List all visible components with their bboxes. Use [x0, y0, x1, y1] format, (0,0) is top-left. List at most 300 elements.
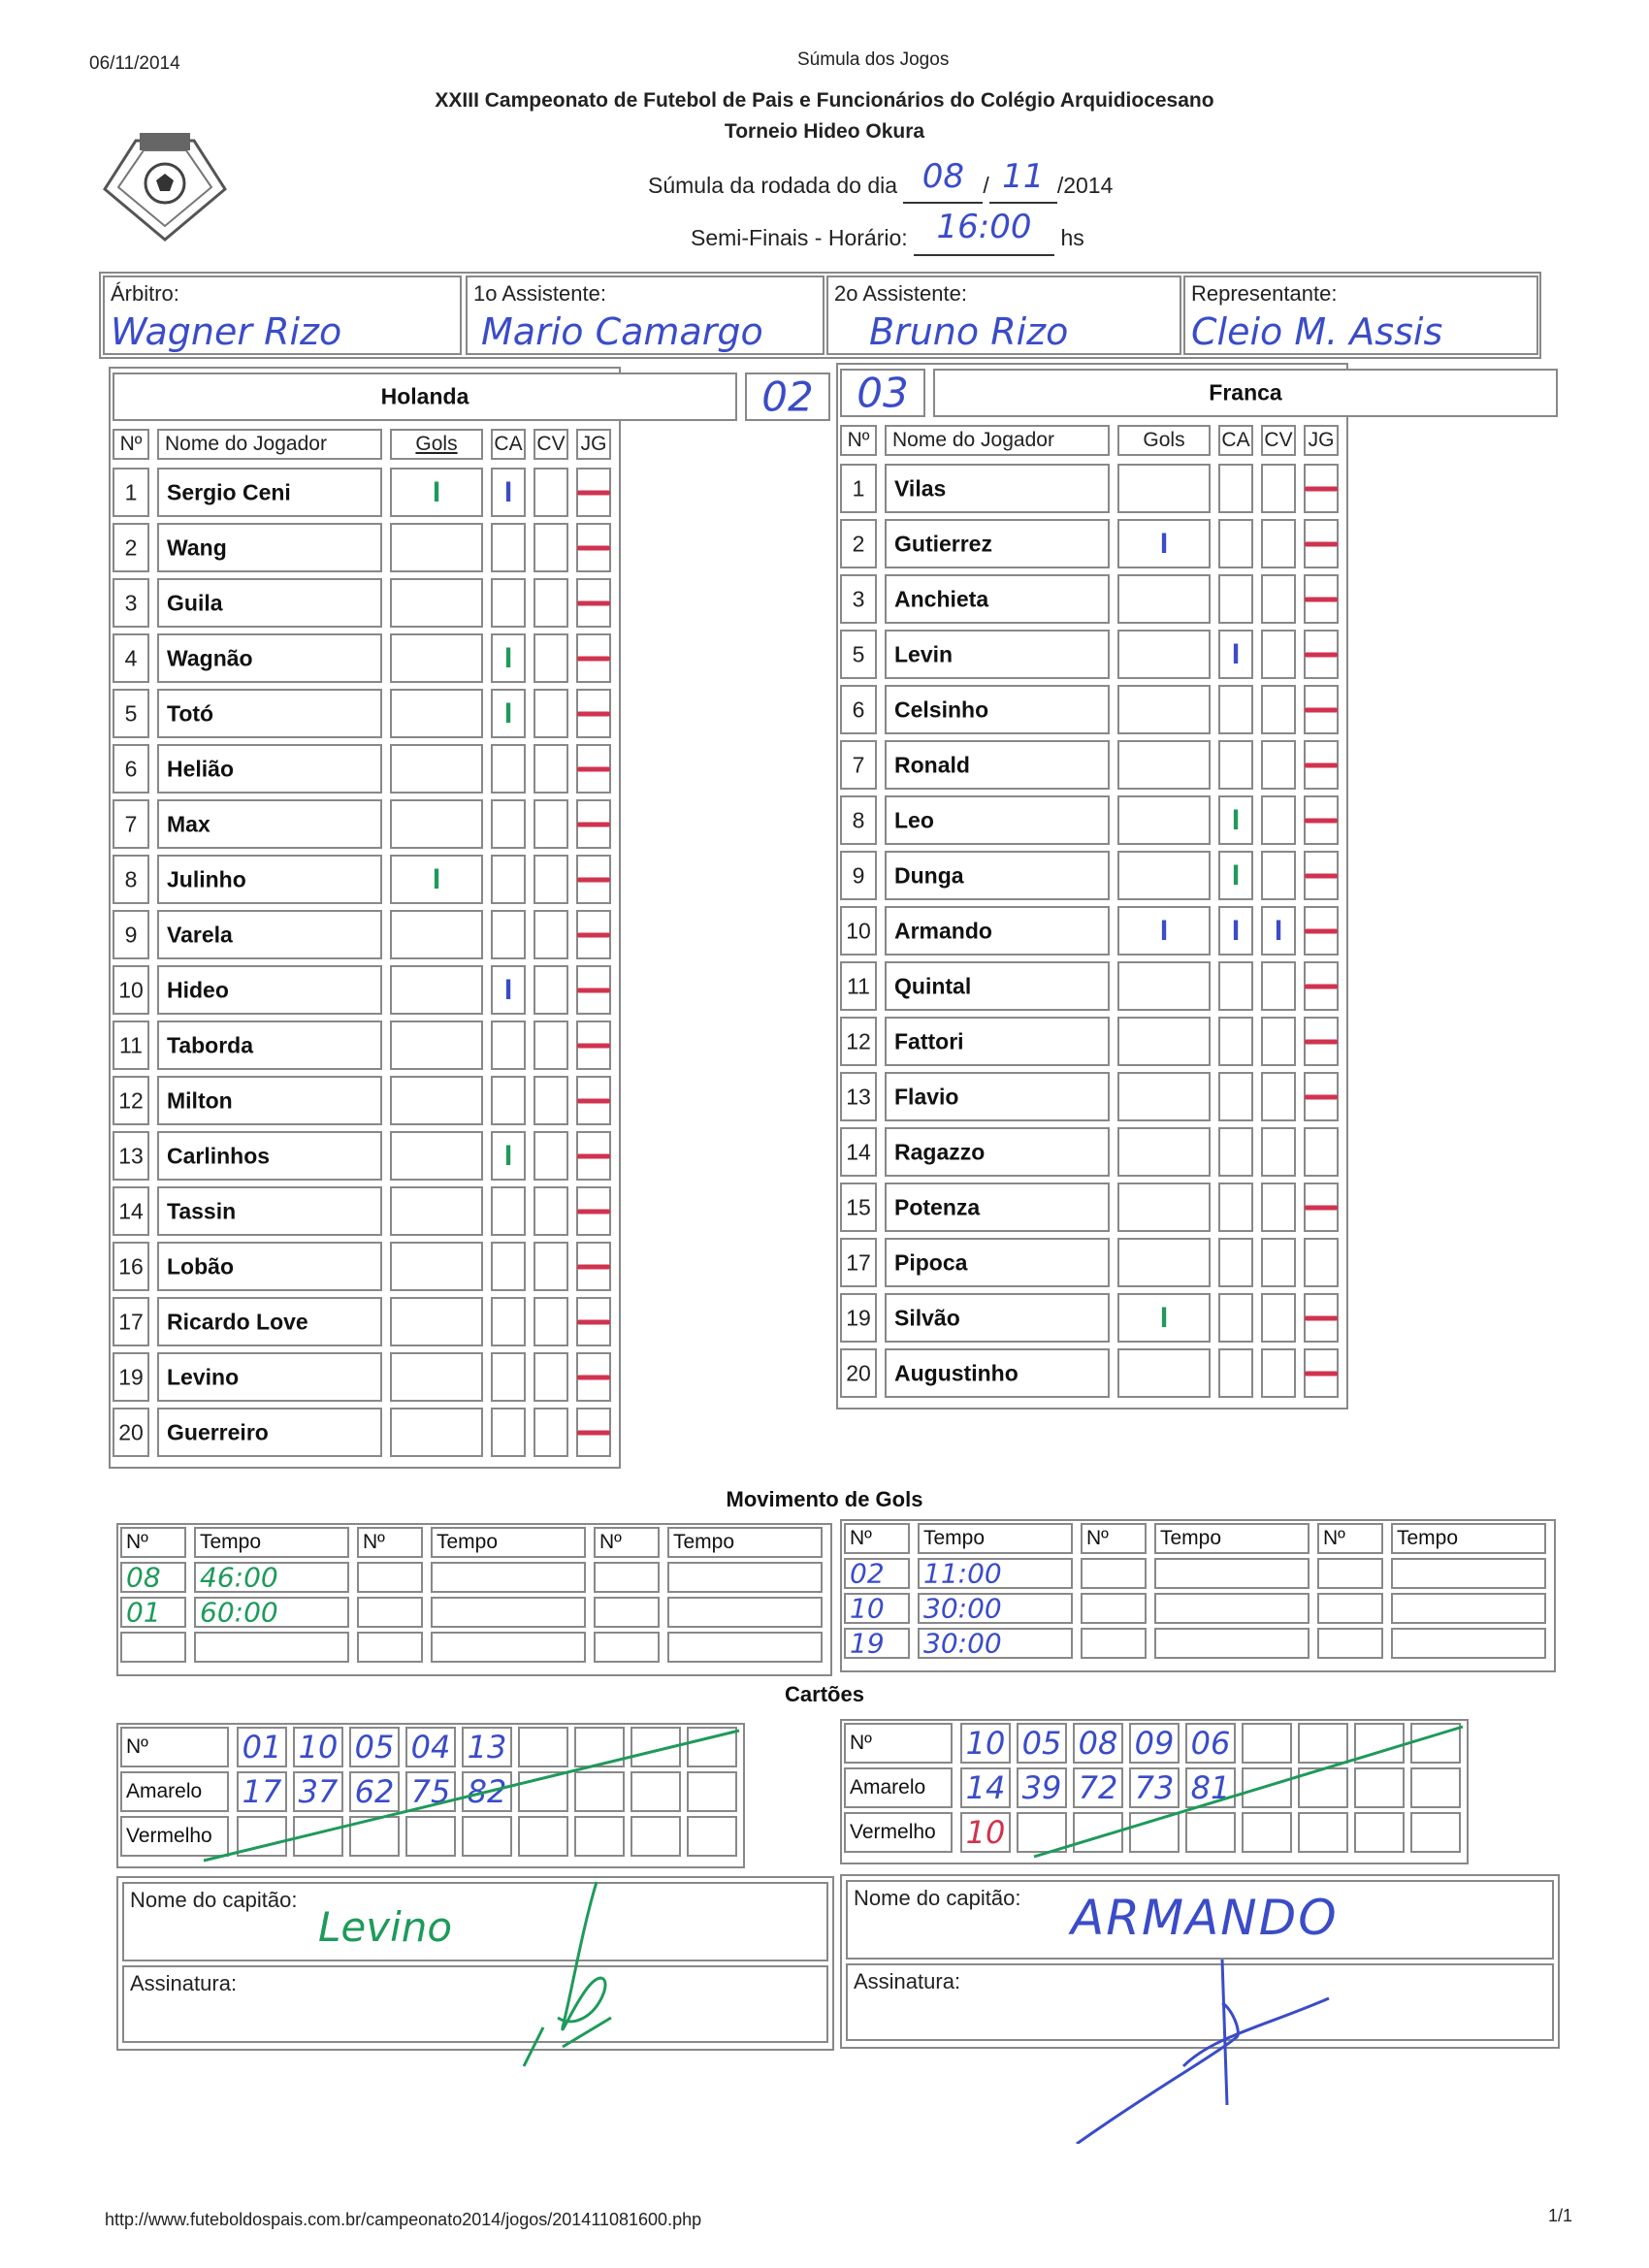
- away-row-cell: [885, 685, 1110, 734]
- away-row-cell: [1117, 906, 1211, 956]
- away-captain-label: Nome do capitão:: [854, 1886, 1021, 1910]
- assistant1-label: 1o Assistente:: [473, 281, 606, 306]
- home-row-cell: [534, 1076, 568, 1125]
- home-row-cell: [390, 1131, 483, 1181]
- home-col-yellow-header: [491, 429, 526, 460]
- away-row-cell: [1261, 906, 1296, 956]
- home-row-cell: [157, 855, 382, 904]
- away-row-cell: [1304, 961, 1339, 1011]
- away-row-cell: [840, 1293, 877, 1343]
- home-row-cell: [390, 578, 483, 628]
- home-goal-number: 01: [126, 1596, 161, 1629]
- home-goals-cell: [194, 1562, 349, 1593]
- home-played-dash: [577, 877, 610, 882]
- away-goals-header: Tempo: [1397, 1527, 1459, 1549]
- home-player-number: 1: [124, 479, 138, 504]
- away-row-cell: [1304, 740, 1339, 790]
- away-row-cell: [1117, 961, 1211, 1011]
- home-row-cell: [113, 1352, 149, 1402]
- home-row-cell: [390, 855, 483, 904]
- home-goals-cell: [120, 1632, 186, 1663]
- away-goals-cell: [1154, 1593, 1310, 1624]
- away-row-cell: [1261, 574, 1296, 624]
- away-row-cell: [1304, 1072, 1339, 1121]
- home-row-cell: [576, 1021, 611, 1070]
- away-goals-cell: [1081, 1593, 1147, 1624]
- home-row-cell: [390, 1186, 483, 1236]
- home-played-dash: [577, 1375, 610, 1379]
- home-captain-name: Levino: [318, 1903, 453, 1951]
- home-row-cell: [113, 633, 149, 683]
- away-row-cell: [885, 1183, 1110, 1232]
- away-gols-tally-mark: I: [1159, 1301, 1169, 1334]
- home-goal-number: 08: [126, 1561, 161, 1594]
- assistant1-cell: [466, 275, 824, 355]
- away-col-yellow-header-label: CA: [1221, 429, 1250, 451]
- away-goals-cell: [1317, 1523, 1383, 1554]
- away-captain-name: ARMANDO: [1071, 1890, 1339, 1946]
- away-goal-time: 30:00: [923, 1592, 1002, 1625]
- home-row-cell: [534, 1131, 568, 1181]
- home-player-number: 19: [118, 1364, 144, 1389]
- championship-title: XXIII Campeonato de Futebol de Pais e Funcionários do Colégio Arquidiocesano: [435, 89, 1214, 112]
- away-played-dash: [1305, 928, 1338, 933]
- tournament-title: Torneio Hideo Okura: [724, 120, 925, 143]
- home-score: 02: [761, 373, 814, 421]
- home-signature-label: Assinatura:: [130, 1971, 238, 1995]
- home-goals-cell: [194, 1632, 349, 1663]
- home-row-cell: [576, 1408, 611, 1457]
- home-row-cell: [157, 689, 382, 738]
- home-goals-header: Tempo: [200, 1531, 262, 1553]
- away-cv-tally-mark: I: [1274, 914, 1283, 947]
- away-row-cell: [1117, 1348, 1211, 1398]
- home-player-name: Julinho: [167, 866, 246, 891]
- away-player-name: Leo: [894, 807, 934, 832]
- home-col-number-header-label: Nº: [119, 433, 143, 455]
- time-line: [691, 208, 1084, 254]
- home-row-cell: [576, 910, 611, 959]
- away-played-dash: [1305, 707, 1338, 712]
- time-suffix: hs: [1060, 225, 1084, 250]
- home-row-cell: [491, 578, 526, 628]
- away-card-yellow-value: 39: [1021, 1769, 1062, 1806]
- home-row-cell: [534, 965, 568, 1015]
- away-player-name: Silvão: [894, 1305, 960, 1330]
- away-row-cell: [1218, 1293, 1253, 1343]
- home-row-cell: [157, 468, 382, 517]
- away-goals-header: Nº: [850, 1527, 872, 1549]
- away-row-cell: [1218, 961, 1253, 1011]
- away-row-cell: [1304, 519, 1339, 568]
- away-row-cell: [1117, 685, 1211, 734]
- home-goals-cell: [357, 1632, 423, 1663]
- home-row-cell: [576, 578, 611, 628]
- away-row-cell: [1261, 851, 1296, 900]
- away-row-cell: [885, 795, 1110, 845]
- home-row-cell: [390, 633, 483, 683]
- away-row-cell: [885, 1293, 1110, 1343]
- away-player-number: 1: [852, 475, 865, 501]
- away-gols-tally-mark: I: [1159, 914, 1169, 947]
- home-player-name: Lobão: [167, 1253, 234, 1279]
- home-goals-cell: [357, 1527, 423, 1558]
- home-row-cell: [113, 965, 149, 1015]
- home-player-number: 7: [124, 811, 138, 836]
- home-player-number: 6: [124, 756, 138, 781]
- away-row-cell: [1304, 1183, 1339, 1232]
- home-row-cell: [113, 910, 149, 959]
- home-player-number: 4: [124, 645, 138, 670]
- home-row-cell: [113, 689, 149, 738]
- home-goals-cell: [431, 1632, 586, 1663]
- home-row-cell: [113, 523, 149, 572]
- home-row-cell: [113, 799, 149, 849]
- home-row-cell: [390, 1021, 483, 1070]
- home-player-name: Wagnão: [167, 645, 253, 670]
- away-row-cell: [840, 740, 877, 790]
- away-played-dash: [1305, 486, 1338, 491]
- away-row-cell: [1117, 1127, 1211, 1177]
- away-row-cell: [1117, 851, 1211, 900]
- home-goals-cell: [431, 1597, 586, 1628]
- away-row-cell: [1304, 906, 1339, 956]
- home-player-number: 14: [118, 1198, 144, 1223]
- referee-label: Árbitro:: [111, 281, 179, 306]
- away-row-cell: [840, 685, 877, 734]
- away-goals-cell: [1391, 1523, 1546, 1554]
- away-row-cell: [885, 574, 1110, 624]
- home-row-cell: [534, 1186, 568, 1236]
- away-card-number-value: 06: [1190, 1725, 1231, 1762]
- home-row-cell: [491, 689, 526, 738]
- away-cards-yellow-label: Amarelo: [850, 1776, 926, 1798]
- page-title: Súmula dos Jogos: [797, 49, 950, 70]
- away-goals-cell: [1081, 1523, 1147, 1554]
- home-row-cell: [534, 689, 568, 738]
- home-row-cell: [390, 689, 483, 738]
- away-player-number: 11: [847, 973, 870, 998]
- home-goals-cell: [431, 1527, 586, 1558]
- home-row-cell: [157, 910, 382, 959]
- away-row-cell: [885, 851, 1110, 900]
- home-col-name-header-label: Nome do Jogador: [165, 433, 327, 455]
- home-player-name: Varela: [167, 922, 233, 947]
- home-goals-header: Tempo: [673, 1531, 735, 1553]
- away-goals-cell: [1317, 1558, 1383, 1589]
- away-row-cell: [1218, 519, 1253, 568]
- home-player-name: Sergio Ceni: [167, 479, 291, 504]
- away-player-number: 20: [846, 1360, 871, 1385]
- home-row-cell: [491, 468, 526, 517]
- home-row-cell: [576, 689, 611, 738]
- assistant1-name: Mario Camargo: [481, 310, 763, 353]
- round-date-line: Súmula da rodada do dia 08 / 11 /2014: [648, 163, 1113, 202]
- home-row-cell: [157, 1021, 382, 1070]
- away-row-cell: [1218, 685, 1253, 734]
- away-cards-red-label: Vermelho: [850, 1821, 936, 1843]
- away-player-number: 12: [846, 1028, 871, 1053]
- away-player-number: 2: [852, 531, 865, 556]
- home-captain-name-cell: [122, 1882, 828, 1961]
- home-row-cell: [157, 633, 382, 683]
- home-captain-box: [116, 1876, 834, 2051]
- home-played-dash: [577, 600, 610, 605]
- away-row-cell: [1218, 1348, 1253, 1398]
- home-row-cell: [576, 633, 611, 683]
- home-gols-tally-mark: I: [432, 862, 441, 895]
- home-goals-cell: [667, 1597, 823, 1628]
- home-signature-cell: [122, 1965, 828, 2043]
- home-row-cell: [390, 1076, 483, 1125]
- home-row-cell: [491, 1131, 526, 1181]
- home-card-yellow-value: 82: [467, 1773, 507, 1810]
- away-goals-cell: [1081, 1558, 1147, 1589]
- home-row-cell: [576, 1076, 611, 1125]
- away-score-cell: [840, 369, 925, 417]
- away-row-cell: [1304, 1127, 1339, 1177]
- home-played-dash: [577, 932, 610, 937]
- away-player-name: Celsinho: [894, 697, 989, 722]
- away-player-number: 7: [852, 752, 865, 777]
- away-row-cell: [1117, 795, 1211, 845]
- home-row-cell: [157, 1242, 382, 1291]
- away-goals-cell: [1317, 1593, 1383, 1624]
- home-row-cell: [576, 1242, 611, 1291]
- away-card-number-value: 09: [1134, 1725, 1175, 1762]
- home-played-dash: [577, 988, 610, 992]
- home-col-goals-header-label: Gols: [415, 433, 458, 455]
- away-col-goals-header: [1117, 425, 1211, 456]
- home-row-cell: [157, 1186, 382, 1236]
- home-row-cell: [491, 965, 526, 1015]
- home-player-name: Hideo: [167, 977, 229, 1002]
- away-team-name-cell: [933, 369, 1558, 417]
- home-ca-tally-mark: I: [503, 697, 513, 729]
- away-row-cell: [1261, 630, 1296, 679]
- away-player-number: 15: [846, 1194, 871, 1219]
- home-player-name: Wang: [167, 535, 227, 560]
- away-goals-cell: [918, 1523, 1073, 1554]
- home-captain-label: Nome do capitão:: [130, 1888, 298, 1912]
- home-played-dash: [577, 1264, 610, 1269]
- home-row-cell: [491, 799, 526, 849]
- home-row-cell: [491, 1076, 526, 1125]
- home-row-cell: [157, 1408, 382, 1457]
- away-col-number-header: [840, 425, 877, 456]
- footer-url: http://www.futeboldospais.com.br/campeonato2014/jogos/201411081600.php: [105, 2210, 702, 2229]
- home-goals-cell: [120, 1527, 186, 1558]
- away-row-cell: [840, 795, 877, 845]
- away-row-cell: [885, 464, 1110, 513]
- away-row-cell: [840, 1017, 877, 1066]
- away-row-cell: [1304, 630, 1339, 679]
- home-player-name: Carlinhos: [167, 1143, 271, 1168]
- home-goals-cell: [120, 1597, 186, 1628]
- home-row-cell: [534, 523, 568, 572]
- home-row-cell: [491, 523, 526, 572]
- away-goals-cell: [844, 1593, 910, 1624]
- home-row-cell: [157, 523, 382, 572]
- away-row-cell: [1261, 961, 1296, 1011]
- away-card-yellow-value: 14: [965, 1769, 1006, 1806]
- away-row-cell: [1117, 630, 1211, 679]
- home-row-cell: [157, 578, 382, 628]
- away-row-cell: [1304, 574, 1339, 624]
- home-cards-yellow-label: Amarelo: [126, 1780, 203, 1802]
- away-col-red-header: [1261, 425, 1296, 456]
- away-played-dash: [1305, 652, 1338, 657]
- away-row-cell: [1304, 685, 1339, 734]
- home-player-name: Taborda: [167, 1032, 254, 1057]
- away-score: 03: [857, 369, 909, 417]
- home-row-cell: [534, 855, 568, 904]
- home-card-number-value: 10: [298, 1729, 339, 1766]
- away-played-dash: [1305, 1205, 1338, 1210]
- away-goals-cell: [1081, 1628, 1147, 1659]
- away-row-cell: [1304, 1238, 1339, 1287]
- away-player-number: 5: [852, 641, 865, 666]
- away-played-dash: [1305, 541, 1338, 546]
- home-goals-header: Nº: [599, 1531, 622, 1553]
- representative-label: Representante:: [1191, 281, 1338, 306]
- away-row-cell: [840, 1127, 877, 1177]
- home-player-name: Totó: [167, 700, 214, 726]
- home-player-number: 17: [118, 1309, 144, 1334]
- home-player-number: 16: [118, 1253, 144, 1279]
- home-col-name-header: [157, 429, 382, 460]
- home-goals-cell: [667, 1632, 823, 1663]
- phase-label: Semi-Finais - Horário:: [691, 225, 908, 250]
- away-col-yellow-header: [1218, 425, 1253, 456]
- away-row-cell: [1261, 1293, 1296, 1343]
- away-row-cell: [840, 630, 877, 679]
- home-row-cell: [534, 1408, 568, 1457]
- assistant2-cell: [826, 275, 1181, 355]
- away-player-name: Flavio: [894, 1084, 959, 1109]
- home-player-number: 3: [124, 590, 138, 615]
- home-goals-cell: [594, 1562, 660, 1593]
- away-goals-cell: [1391, 1593, 1546, 1624]
- away-row-cell: [1117, 1183, 1211, 1232]
- home-card-yellow-value: 62: [354, 1773, 395, 1810]
- away-row-cell: [1261, 795, 1296, 845]
- home-row-cell: [491, 910, 526, 959]
- home-row-cell: [491, 1352, 526, 1402]
- home-row-cell: [113, 578, 149, 628]
- home-goals-cell: [194, 1527, 349, 1558]
- home-gols-tally-mark: I: [432, 475, 441, 508]
- home-goals-header: Nº: [126, 1531, 148, 1553]
- away-played-dash: [1305, 984, 1338, 988]
- home-goals-header: Tempo: [436, 1531, 499, 1553]
- away-row-cell: [1117, 1238, 1211, 1287]
- away-row-cell: [1117, 1017, 1211, 1066]
- home-col-red-header-label: CV: [536, 433, 566, 455]
- away-row-cell: [1261, 519, 1296, 568]
- away-row-cell: [1304, 851, 1339, 900]
- away-goals-header: Tempo: [1160, 1527, 1222, 1549]
- home-row-cell: [113, 1021, 149, 1070]
- assistant2-label: 2o Assistente:: [834, 281, 967, 306]
- away-goals-header: Tempo: [923, 1527, 986, 1549]
- home-player-number: 10: [118, 977, 144, 1002]
- home-goals-cell: [667, 1562, 823, 1593]
- home-row-cell: [576, 1131, 611, 1181]
- home-row-cell: [157, 744, 382, 794]
- away-row-cell: [885, 740, 1110, 790]
- away-ca-tally-mark: I: [1231, 859, 1241, 891]
- away-goals-cell: [1154, 1558, 1310, 1589]
- away-goals-cell: [1317, 1628, 1383, 1659]
- away-player-number: 13: [846, 1084, 871, 1109]
- home-goals-cell: [194, 1597, 349, 1628]
- home-player-number: 5: [124, 700, 138, 726]
- home-row-cell: [390, 910, 483, 959]
- home-player-name: Levino: [167, 1364, 240, 1389]
- away-card-yellow-value: 73: [1134, 1769, 1175, 1806]
- home-player-number: 8: [124, 866, 138, 891]
- home-row-cell: [113, 1297, 149, 1346]
- home-col-red-header: [534, 429, 568, 460]
- home-played-dash: [577, 1043, 610, 1048]
- away-row-cell: [1218, 574, 1253, 624]
- away-played-dash: [1305, 873, 1338, 878]
- away-signature-label: Assinatura:: [854, 1969, 961, 1993]
- home-played-dash: [577, 1430, 610, 1435]
- away-goals-cell: [844, 1558, 910, 1589]
- away-row-cell: [840, 961, 877, 1011]
- away-col-played-header-label: JG: [1308, 429, 1335, 451]
- away-player-name: Dunga: [894, 862, 964, 888]
- away-row-cell: [885, 1238, 1110, 1287]
- away-player-name: Pipoca: [894, 1249, 968, 1275]
- away-player-name: Gutierrez: [894, 531, 992, 556]
- home-row-cell: [390, 523, 483, 572]
- home-player-name: Guila: [167, 590, 223, 615]
- away-row-cell: [885, 1017, 1110, 1066]
- away-row-cell: [840, 1348, 877, 1398]
- home-row-cell: [390, 744, 483, 794]
- home-played-dash: [577, 490, 610, 495]
- away-row-cell: [885, 1072, 1110, 1121]
- home-row-cell: [113, 1408, 149, 1457]
- away-card-red-value: 10: [965, 1814, 1006, 1851]
- representative-cell: [1183, 275, 1538, 355]
- home-row-cell: [157, 1297, 382, 1346]
- away-goals-header: Nº: [1086, 1527, 1109, 1549]
- away-col-goals-header-label: Gols: [1143, 429, 1185, 451]
- away-goal-time: 30:00: [923, 1627, 1002, 1660]
- referee-cell: [103, 275, 462, 355]
- home-team-name-cell: [113, 373, 737, 421]
- home-row-cell: [534, 744, 568, 794]
- away-row-cell: [1218, 740, 1253, 790]
- away-row-cell: [885, 1127, 1110, 1177]
- away-player-name: Vilas: [894, 475, 947, 501]
- home-played-dash: [577, 822, 610, 826]
- away-row-cell: [1218, 630, 1253, 679]
- away-row-cell: [1261, 464, 1296, 513]
- away-row-cell: [1218, 1183, 1253, 1232]
- away-captain-name-cell: [846, 1880, 1554, 1960]
- home-card-number-value: 13: [467, 1729, 507, 1766]
- home-row-cell: [113, 855, 149, 904]
- away-goals-cell: [1154, 1523, 1310, 1554]
- away-goal-number: 10: [850, 1592, 885, 1625]
- home-row-cell: [576, 855, 611, 904]
- home-row-cell: [390, 799, 483, 849]
